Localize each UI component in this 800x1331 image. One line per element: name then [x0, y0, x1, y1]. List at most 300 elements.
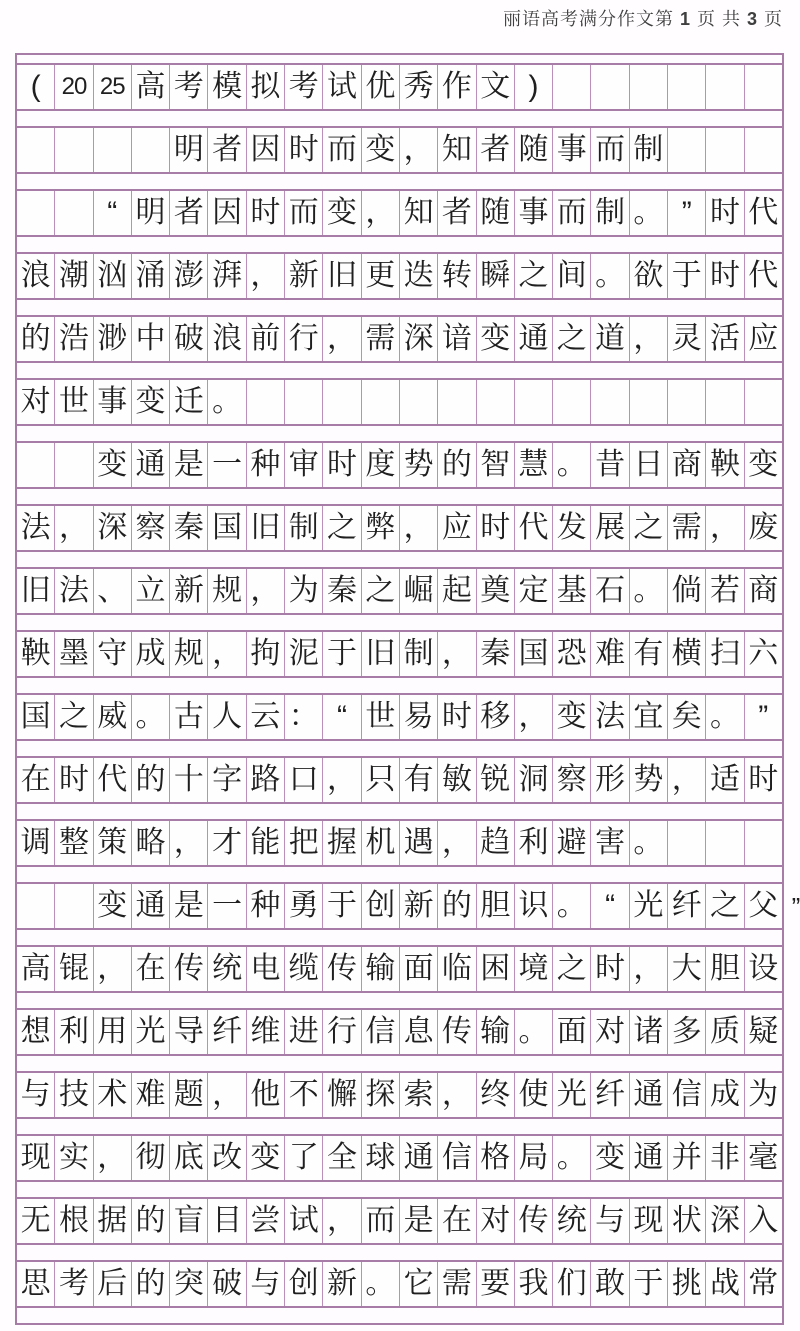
- grid-cell: 大: [668, 947, 706, 991]
- grid-cell: 时: [247, 191, 285, 235]
- grid-cell: 渺: [94, 317, 132, 361]
- grid-cell: 改: [208, 1136, 246, 1180]
- grid-cell: 术: [94, 1073, 132, 1117]
- header-total-label: 页: [764, 9, 783, 29]
- grid-cell: 石: [591, 569, 629, 613]
- grid-cell: ，: [438, 632, 476, 676]
- grid-cell: [55, 128, 93, 172]
- grid-cell: 输: [477, 1010, 515, 1054]
- grid-cell: 格: [477, 1136, 515, 1180]
- grid-spacer: [17, 174, 782, 191]
- grid-cell: 传: [515, 1199, 553, 1243]
- grid-cell: 高: [17, 947, 55, 991]
- grid-cell: 察: [132, 506, 170, 550]
- grid-cell: 变: [247, 1136, 285, 1180]
- grid-row: [17, 695, 782, 741]
- grid-cell: 欲: [630, 254, 668, 298]
- grid-cell: 试: [285, 1199, 323, 1243]
- grid-cell: 整: [55, 821, 93, 865]
- grid-cell: 横: [668, 632, 706, 676]
- grid-cell: [745, 65, 782, 109]
- grid-cell: [668, 380, 706, 424]
- grid-cell: 国: [208, 506, 246, 550]
- grid-cell: [438, 380, 476, 424]
- grid-cell: 字: [208, 758, 246, 802]
- grid-cell: 题: [170, 1073, 208, 1117]
- grid-spacer: [17, 426, 782, 443]
- grid-cell: ，: [323, 1199, 361, 1243]
- grid-cell: 明: [170, 128, 208, 172]
- grid-cell: 探: [362, 1073, 400, 1117]
- grid-cell: 略: [132, 821, 170, 865]
- grid-cell: 而: [323, 128, 361, 172]
- header-total-prefix: 共: [721, 9, 741, 29]
- grid-cell: 定: [515, 569, 553, 613]
- grid-cell: 澎: [170, 254, 208, 298]
- grid-cell: 规: [208, 569, 246, 613]
- grid-cell: 终: [477, 1073, 515, 1117]
- grid-cell: 制: [591, 191, 629, 235]
- grid-cell: 变: [132, 380, 170, 424]
- grid-cell: 对: [477, 1199, 515, 1243]
- grid-cell: 制: [400, 632, 438, 676]
- grid-cell: 鞅: [17, 632, 55, 676]
- grid-cell: 云: [247, 695, 285, 739]
- grid-row: [17, 1073, 782, 1119]
- grid-cell: 谙: [438, 317, 476, 361]
- grid-cell: [668, 65, 706, 109]
- grid-cell: 害: [591, 821, 629, 865]
- grid-cell: 代: [748, 259, 779, 292]
- grid-cell: 。: [630, 821, 668, 865]
- grid-cell: 代: [748, 196, 779, 229]
- grid-cell: 疑: [748, 1015, 779, 1048]
- grid-row: [17, 1010, 782, 1056]
- grid-cell: 难: [132, 1073, 170, 1117]
- grid-cell: 多: [668, 1010, 706, 1054]
- grid-cell: 秦: [170, 506, 208, 550]
- grid-cell: 考: [170, 65, 208, 109]
- grid-cell: 之: [706, 884, 744, 928]
- grid-cell: 尝: [247, 1199, 285, 1243]
- grid-cell: 高: [132, 65, 170, 109]
- grid-cell: 行: [285, 317, 323, 361]
- grid-cell: 临: [438, 947, 476, 991]
- grid-cell: 之: [553, 947, 591, 991]
- grid-cell: 通: [132, 443, 170, 487]
- grid-cell: 的: [438, 443, 476, 487]
- grid-cell: 在: [438, 1199, 476, 1243]
- grid-cell: 传: [170, 947, 208, 991]
- grid-cell: 矣: [668, 695, 706, 739]
- grid-cell: 握: [323, 821, 361, 865]
- grid-cell: 敏: [438, 758, 476, 802]
- grid-cell: 模: [208, 65, 246, 109]
- grid-cell: 时: [477, 506, 515, 550]
- grid-cell: 考: [285, 65, 323, 109]
- grid-cell: 通: [132, 884, 170, 928]
- grid-cell: 勇: [285, 884, 323, 928]
- grid-cell: 它: [400, 1262, 438, 1306]
- grid-cell: 思: [17, 1262, 55, 1306]
- grid-cell: 种: [247, 884, 285, 928]
- grid-cell: 索: [400, 1073, 438, 1117]
- grid-spacer: [17, 930, 782, 947]
- grid-cell: 智: [477, 443, 515, 487]
- grid-cell: 的: [132, 1262, 170, 1306]
- grid-cell: [400, 380, 438, 424]
- grid-cell: 变: [362, 128, 400, 172]
- grid-cell: 通: [515, 317, 553, 361]
- grid-cell: 倘: [668, 569, 706, 613]
- grid-cell: 因: [247, 128, 285, 172]
- grid-cell: 光: [132, 1010, 170, 1054]
- grid-cell: 息: [400, 1010, 438, 1054]
- grid-cell: 深: [706, 1199, 744, 1243]
- grid-cell: 是: [400, 1199, 438, 1243]
- grid-cell: 旧: [362, 632, 400, 676]
- grid-cell: 活: [706, 317, 744, 361]
- grid-cell: 技: [55, 1073, 93, 1117]
- grid-cell: 进: [285, 1010, 323, 1054]
- grid-cell: [17, 443, 55, 487]
- grid-cell: 发: [553, 506, 591, 550]
- grid-cell: 新: [170, 569, 208, 613]
- grid-cell: 明: [132, 191, 170, 235]
- grid-cell: ，: [438, 821, 476, 865]
- grid-cell: 不: [285, 1073, 323, 1117]
- grid-cell: 敢: [591, 1262, 629, 1306]
- grid-cell: 时: [285, 128, 323, 172]
- grid-cell: [477, 380, 515, 424]
- grid-cell: 维: [247, 1010, 285, 1054]
- grid-cell: 困: [477, 947, 515, 991]
- grid-cell: 考: [55, 1262, 93, 1306]
- grid-cell: 纤: [591, 1073, 629, 1117]
- margin-quote-mark: ”: [791, 891, 800, 922]
- grid-cell: 口: [285, 758, 323, 802]
- grid-cell: ，: [94, 947, 132, 991]
- grid-cell: [247, 380, 285, 424]
- grid-cell: 变: [553, 695, 591, 739]
- grid-cell: 涌: [132, 254, 170, 298]
- grid-cell: 。: [362, 1262, 400, 1306]
- grid-cell: 于: [668, 254, 706, 298]
- grid-cell: 胆: [477, 884, 515, 928]
- grid-cell: 光: [630, 884, 668, 928]
- grid-cell: 时: [706, 254, 744, 298]
- header-page-label: 页: [696, 9, 716, 29]
- grid-cell: 成: [132, 632, 170, 676]
- grid-cell: 崛: [400, 569, 438, 613]
- grid-cell: 国: [515, 632, 553, 676]
- grid-cell: [706, 380, 744, 424]
- grid-cell: 奠: [477, 569, 515, 613]
- grid-cell: 的: [132, 1199, 170, 1243]
- grid-cell: [745, 380, 782, 424]
- grid-cell: 时: [748, 763, 779, 796]
- grid-cell: 前: [247, 317, 285, 361]
- grid-cell: 商: [748, 574, 779, 607]
- grid-cell: 深: [94, 506, 132, 550]
- grid-cell: 道: [591, 317, 629, 361]
- grid-cell: 湃: [208, 254, 246, 298]
- grid-cell: 之: [55, 695, 93, 739]
- grid-cell: (: [17, 65, 55, 109]
- grid-cell: [668, 821, 706, 865]
- grid-cell: [55, 884, 93, 928]
- grid-cell: 灵: [668, 317, 706, 361]
- grid-cell: 代: [515, 506, 553, 550]
- grid-cell: 而: [553, 191, 591, 235]
- grid-cell: 破: [170, 317, 208, 361]
- grid-cell: 者: [438, 191, 476, 235]
- grid-cell: 挑: [668, 1262, 706, 1306]
- grid-cell: 需: [362, 317, 400, 361]
- grid-cell: 应: [748, 322, 779, 355]
- grid-cell: 25: [94, 65, 132, 109]
- grid-cell: ，: [247, 254, 285, 298]
- grid-cell: 时: [591, 947, 629, 991]
- grid-cell: 、: [94, 569, 132, 613]
- grid-cell: ，: [362, 191, 400, 235]
- grid-spacer: [17, 741, 782, 758]
- grid-spacer: [17, 237, 782, 254]
- grid-cell: “: [94, 191, 132, 235]
- grid-row: [17, 506, 782, 552]
- grid-cell: 深: [400, 317, 438, 361]
- grid-cell: ，: [400, 128, 438, 172]
- grid-row: [17, 821, 782, 867]
- grid-cell: 利: [515, 821, 553, 865]
- grid-cell: 。: [515, 1010, 553, 1054]
- grid-cell: 而: [285, 191, 323, 235]
- grid-cell: 胆: [706, 947, 744, 991]
- grid-cell: 应: [438, 506, 476, 550]
- grid-cell: ”: [758, 700, 769, 733]
- grid-cell: 六: [748, 637, 779, 670]
- grid-cell: 统: [208, 947, 246, 991]
- grid-cell: 瞬: [477, 254, 515, 298]
- grid-cell: 20: [55, 65, 93, 109]
- grid-cell: 法: [55, 569, 93, 613]
- grid-cell: 易: [400, 695, 438, 739]
- grid-cell: 缆: [285, 947, 323, 991]
- grid-cell: 局: [515, 1136, 553, 1180]
- grid-cell: 文: [477, 65, 515, 109]
- grid-cell: 昔: [591, 443, 629, 487]
- grid-cell: “: [323, 695, 361, 739]
- grid-cell: 时: [323, 443, 361, 487]
- grid-cell: [323, 380, 361, 424]
- grid-cell: 我: [515, 1262, 553, 1306]
- grid-cell: 新: [285, 254, 323, 298]
- grid-row: [17, 380, 782, 426]
- grid-cell: 变: [94, 443, 132, 487]
- grid-cell: ”: [668, 191, 706, 235]
- grid-cell: 据: [94, 1199, 132, 1243]
- grid-cell: [285, 380, 323, 424]
- grid-cell: 更: [362, 254, 400, 298]
- grid-cell: ，: [515, 695, 553, 739]
- grid-cell: 变: [323, 191, 361, 235]
- grid-cell: 潮: [55, 254, 93, 298]
- grid-cell: 一: [208, 884, 246, 928]
- grid-cell: 父: [748, 889, 779, 922]
- grid-cell: 慧: [515, 443, 553, 487]
- grid-cell: 适: [706, 758, 744, 802]
- grid-cell: 行: [323, 1010, 361, 1054]
- grid-cell: 之: [362, 569, 400, 613]
- grid-cell: 泥: [285, 632, 323, 676]
- grid-cell: 之: [553, 317, 591, 361]
- grid-cell: 起: [438, 569, 476, 613]
- grid-cell: 守: [94, 632, 132, 676]
- grid-cell: 在: [132, 947, 170, 991]
- grid-cell: 知: [438, 128, 476, 172]
- grid-cell: 度: [362, 443, 400, 487]
- grid-cell: 恐: [553, 632, 591, 676]
- grid-cell: 变: [591, 1136, 629, 1180]
- grid-cell: 通: [630, 1073, 668, 1117]
- grid-cell: 洞: [515, 758, 553, 802]
- grid-cell: 浪: [208, 317, 246, 361]
- grid-spacer: [17, 804, 782, 821]
- grid-cell: 成: [706, 1073, 744, 1117]
- grid-cell: [591, 380, 629, 424]
- grid-cell: 古: [170, 695, 208, 739]
- header-total-number: 3: [746, 9, 758, 29]
- grid-cell: 。: [553, 1136, 591, 1180]
- grid-cell: 事: [553, 128, 591, 172]
- grid-cell: 非: [706, 1136, 744, 1180]
- grid-cell: 与: [17, 1073, 55, 1117]
- grid-cell: 国: [17, 695, 55, 739]
- grid-cell: 事: [94, 380, 132, 424]
- grid-cell: 弊: [362, 506, 400, 550]
- grid-cell: 知: [400, 191, 438, 235]
- grid-cell: 种: [247, 443, 285, 487]
- grid-cell: 势: [630, 758, 668, 802]
- grid-cell: 一: [208, 443, 246, 487]
- grid-cell: 无: [17, 1199, 55, 1243]
- grid-cell: 扫: [706, 632, 744, 676]
- grid-row: [17, 758, 782, 804]
- grid-cell: 纤: [668, 884, 706, 928]
- grid-row: [17, 569, 782, 615]
- grid-row: [17, 884, 782, 930]
- grid-cell: 者: [208, 128, 246, 172]
- grid-cell: 事: [515, 191, 553, 235]
- grid-cell: 毫: [748, 1141, 779, 1174]
- grid-cell: 新: [323, 1262, 361, 1306]
- grid-row: [17, 191, 782, 237]
- grid-cell: 而: [591, 128, 629, 172]
- grid-cell: 代: [94, 758, 132, 802]
- grid-cell: 之: [630, 506, 668, 550]
- grid-cell: [17, 884, 55, 928]
- grid-spacer: [17, 552, 782, 569]
- grid-cell: 者: [170, 191, 208, 235]
- grid-cell: 根: [55, 1199, 93, 1243]
- grid-cell: 秦: [477, 632, 515, 676]
- grid-cell: 信: [362, 1010, 400, 1054]
- grid-cell: [668, 128, 706, 172]
- grid-cell: 拟: [247, 65, 285, 109]
- grid-cell: 面: [400, 947, 438, 991]
- grid-cell: 统: [553, 1199, 591, 1243]
- grid-cell: 光: [553, 1073, 591, 1117]
- grid-cell: 势: [400, 443, 438, 487]
- grid-cell: 优: [362, 65, 400, 109]
- grid-cell: 使: [515, 1073, 553, 1117]
- grid-cell: 识: [515, 884, 553, 928]
- grid-cell: ，: [630, 947, 668, 991]
- grid-cell: 现: [630, 1199, 668, 1243]
- grid-cell: [515, 380, 553, 424]
- grid-cell: 浪: [17, 254, 55, 298]
- grid-cell: 目: [208, 1199, 246, 1243]
- grid-cell: 墨: [55, 632, 93, 676]
- grid-cell: 与: [591, 1199, 629, 1243]
- grid-cell: 信: [438, 1136, 476, 1180]
- grid-cell: 迭: [400, 254, 438, 298]
- grid-cell: 时: [438, 695, 476, 739]
- grid-cell: 转: [438, 254, 476, 298]
- grid-cell: 们: [553, 1262, 591, 1306]
- grid-cell: ，: [400, 506, 438, 550]
- grid-cell: 设: [748, 952, 779, 985]
- grid-cell: ，: [55, 506, 93, 550]
- grid-row: [17, 443, 782, 489]
- grid-cell: 信: [668, 1073, 706, 1117]
- grid-spacer: [17, 1182, 782, 1199]
- grid-cell: 现: [17, 1136, 55, 1180]
- grid-cell: 审: [285, 443, 323, 487]
- grid-cell: ，: [170, 821, 208, 865]
- grid-cell: 实: [55, 1136, 93, 1180]
- grid-cell: 时: [706, 191, 744, 235]
- grid-cell: 底: [170, 1136, 208, 1180]
- grid-spacer: [17, 867, 782, 884]
- grid-cell: 宜: [630, 695, 668, 739]
- grid-cell: [745, 128, 782, 172]
- grid-cell: 需: [438, 1262, 476, 1306]
- grid-cell: 要: [477, 1262, 515, 1306]
- grid-cell: 威: [94, 695, 132, 739]
- grid-cell: 通: [630, 1136, 668, 1180]
- grid-cell: 于: [323, 884, 361, 928]
- grid-cell: 人: [208, 695, 246, 739]
- grid-cell: 。: [591, 254, 629, 298]
- grid-cell: 纤: [208, 1010, 246, 1054]
- grid-cell: 商: [668, 443, 706, 487]
- grid-cell: 拘: [247, 632, 285, 676]
- grid-cell: 输: [362, 947, 400, 991]
- grid-cell: 用: [94, 1010, 132, 1054]
- grid-cell: 路: [247, 758, 285, 802]
- grid-cell: 。: [553, 443, 591, 487]
- grid-spacer: [17, 111, 782, 128]
- grid-cell: 是: [170, 443, 208, 487]
- grid-spacer: [17, 615, 782, 632]
- grid-cell: 难: [591, 632, 629, 676]
- grid-cell: 的: [438, 884, 476, 928]
- grid-row: [17, 317, 782, 363]
- grid-cell: 诸: [630, 1010, 668, 1054]
- grid-spacer: [17, 1245, 782, 1262]
- grid-row: [17, 1136, 782, 1182]
